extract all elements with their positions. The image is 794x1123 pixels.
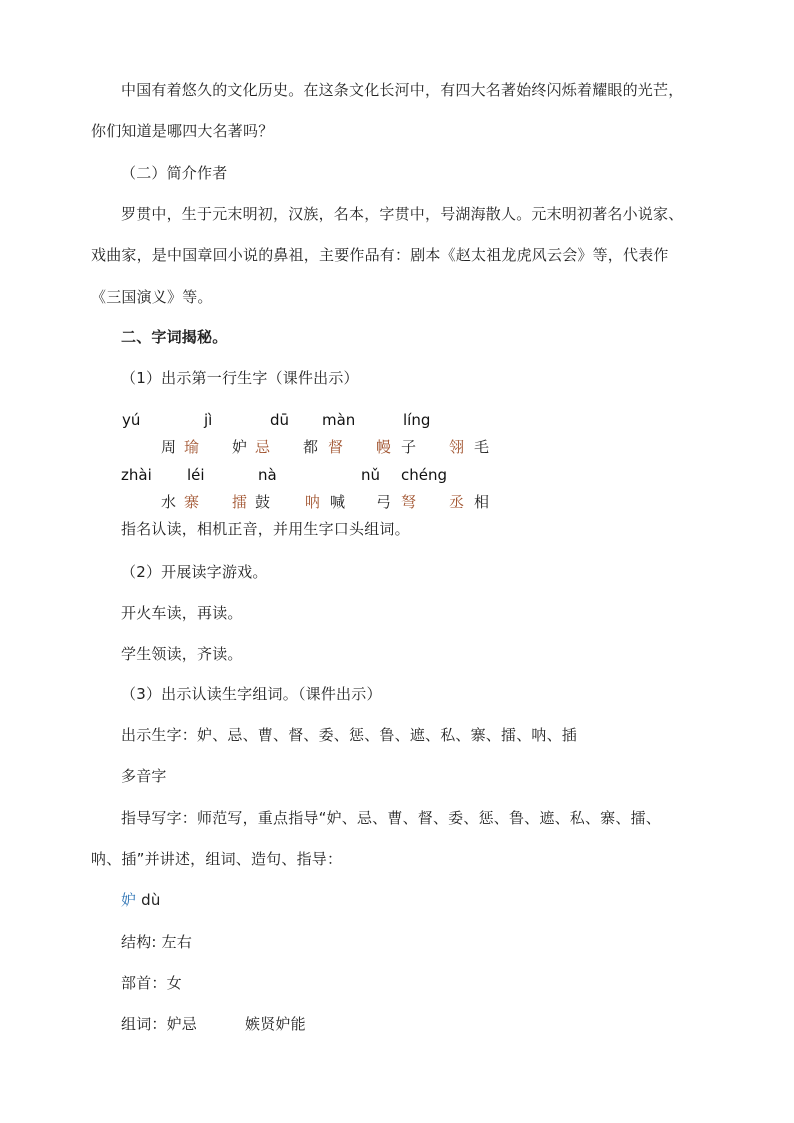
detail-char: 妒 — [121, 891, 137, 909]
char-detail-heading — [121, 890, 161, 910]
pinyin-na: nà — [258, 466, 277, 484]
author-section-title: （二）简介作者 — [121, 164, 228, 182]
char-words — [121, 1014, 306, 1034]
author-line-2: 戏曲家，是中国章回小说的鼻祖，主要作品有：剧本《赵太祖龙虎风云会》等，代表作 — [91, 246, 669, 264]
pinyin-nu: nǔ — [361, 466, 381, 484]
char-ji: 忌 — [255, 438, 271, 456]
char-na: 呐 — [305, 493, 321, 511]
step-2: （2）开展读字游戏。 — [121, 563, 268, 581]
char-han: 喊 — [330, 493, 346, 511]
game-1: 开火车读，再读。 — [121, 604, 243, 622]
polyphonic-label: 多音字 — [121, 767, 167, 785]
char-shui: 水 — [161, 493, 177, 511]
intro-line-2: 你们知道是哪四大名著吗？ — [91, 122, 274, 140]
pinyin-ling: líng — [403, 411, 431, 429]
char-structure: 结构: 左右 — [121, 933, 193, 951]
pinyin-yu: yú — [122, 411, 141, 429]
char-gong: 弓 — [376, 493, 392, 511]
char-cheng: 丞 — [449, 493, 465, 511]
game-2: 学生领读，齐读。 — [121, 645, 243, 663]
words-section-title: 二、字词揭秘。 — [121, 328, 228, 346]
pinyin-zhai: zhài — [121, 466, 152, 484]
char-zhai: 寨 — [184, 493, 200, 511]
char-zhou: 周 — [161, 438, 177, 456]
pinyin-man: màn — [322, 411, 356, 429]
pinyin-cheng: chéng — [401, 466, 448, 484]
read-instruction: 指名认读，相机正音，并用生字口头组词。 — [121, 520, 410, 538]
char-words-label: 组词：妒忌 — [121, 1015, 198, 1033]
show-chars: 出示生字：妒、忌、曹、督、委、惩、鲁、遮、私、寨、擂、呐、插 — [121, 726, 578, 744]
detail-pinyin: dù — [141, 891, 161, 909]
author-line-1: 罗贯中，生于元末明初，汉族，名本，字贯中，号湖海散人。元末明初著名小说家、 — [121, 205, 684, 223]
char-xiang: 相 — [474, 493, 490, 511]
char-gu: 鼓 — [255, 493, 271, 511]
char-du: 督 — [328, 438, 344, 456]
pinyin-du: dū — [270, 411, 290, 429]
char-zi: 子 — [401, 438, 417, 456]
char-words-extra: 嫉贤妒能 — [245, 1015, 306, 1033]
char-man: 幔 — [376, 438, 392, 456]
pinyin-lei: léi — [187, 466, 205, 484]
guide-line-2: 呐、插”并讲述，组词、造句、指导： — [91, 850, 343, 868]
char-nu: 弩 — [401, 493, 417, 511]
char-dou: 都 — [303, 438, 319, 456]
intro-line-1: 中国有着悠久的文化历史。在这条文化长河中，有四大名著始终闪烁着耀眼的光芒， — [121, 81, 684, 99]
pinyin-ji: jì — [204, 411, 213, 429]
char-mao: 毛 — [474, 438, 490, 456]
char-yu: 瑜 — [184, 438, 200, 456]
step-1: （1）出示第一行生字（课件出示） — [121, 369, 359, 387]
author-line-3: 《三国演义》等。 — [91, 288, 213, 306]
char-radical: 部首：女 — [121, 974, 182, 992]
char-ling: 翎 — [449, 438, 465, 456]
step-3: （3）出示认读生字组词。（课件出示） — [121, 685, 382, 703]
guide-line-1: 指导写字：师范写，重点指导“妒、忌、曹、督、委、惩、鲁、遮、私、寨、擂、 — [121, 809, 661, 827]
char-lei: 擂 — [232, 493, 248, 511]
char-du-jealous: 妒 — [232, 438, 248, 456]
